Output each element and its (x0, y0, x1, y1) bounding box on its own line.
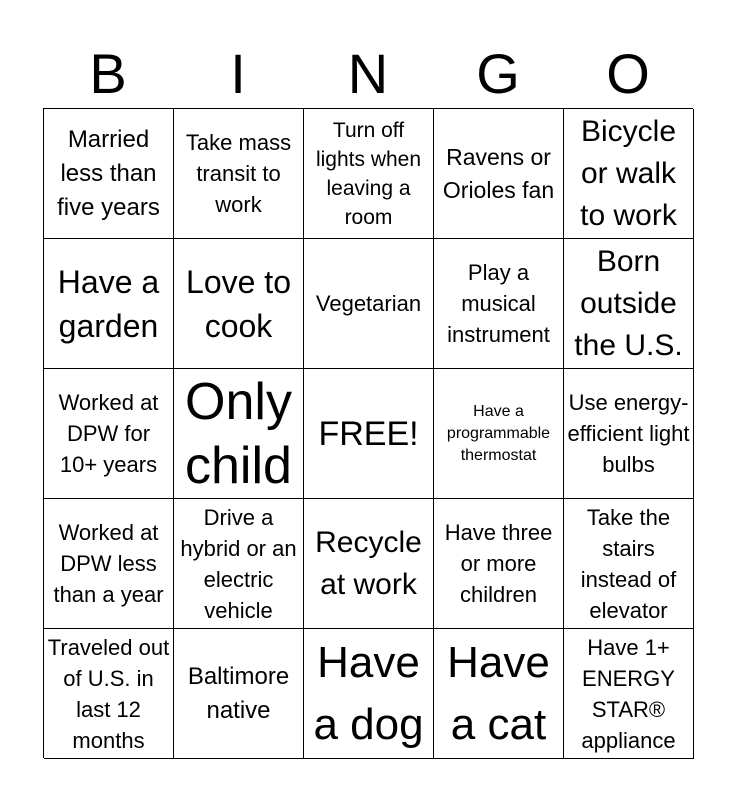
bingo-cell[interactable] (44, 239, 174, 369)
cell-text: Love to cook (186, 263, 291, 344)
bingo-cell[interactable] (174, 109, 304, 239)
bingo-cell[interactable] (174, 239, 304, 369)
bingo-cell[interactable] (434, 239, 564, 369)
header-letter-b: B (89, 42, 127, 105)
cell-text: Have a dog (313, 637, 424, 749)
cell-text: FREE! (318, 414, 419, 453)
cell-text: Take the stairs instead of elevator (580, 504, 677, 623)
cell-text: Born outside the U.S. (574, 244, 683, 362)
cell-text: Married less than five years (57, 125, 160, 221)
bingo-header (43, 40, 693, 108)
bingo-cell[interactable] (174, 369, 304, 499)
cell-text: Have a cat (447, 637, 550, 749)
bingo-cell[interactable] (564, 109, 694, 239)
cell-text: Use energy-efficient light bulbs (567, 390, 690, 477)
bingo-cell[interactable] (44, 499, 174, 629)
cell-text: Drive a hybrid or an electric vehicle (180, 504, 297, 623)
bingo-cell[interactable] (434, 109, 564, 239)
cell-text: Play a musical instrument (447, 260, 550, 347)
bingo-cell[interactable] (174, 629, 304, 759)
header-letter-o: O (606, 42, 650, 105)
cell-text: Have three or more children (444, 520, 553, 607)
bingo-cell[interactable] (44, 629, 174, 759)
cell-text: Bicycle or walk to work (580, 114, 677, 232)
bingo-cell[interactable] (564, 499, 694, 629)
cell-text: Vegetarian (315, 291, 422, 316)
cell-text: Have 1+ ENERGY STAR® appliance (581, 634, 676, 753)
bingo-cell[interactable] (564, 629, 694, 759)
cell-text: Worked at DPW less than a year (53, 520, 164, 607)
cell-text: Baltimore native (187, 662, 290, 724)
cell-text: Traveled out of U.S. in last 12 months (47, 634, 170, 753)
bingo-cell[interactable] (44, 109, 174, 239)
bingo-cell[interactable] (564, 239, 694, 369)
cell-text: Worked at DPW for 10+ years (58, 390, 159, 477)
bingo-cell[interactable] (304, 369, 434, 499)
cell-text: Have a garden (57, 263, 160, 344)
cell-text: Only child (185, 372, 292, 495)
header-letter-g: G (476, 42, 520, 105)
bingo-cell[interactable] (304, 239, 434, 369)
bingo-cell[interactable] (434, 369, 564, 499)
bingo-cell[interactable] (304, 629, 434, 759)
header-letter-i: I (230, 42, 246, 105)
header-letter-n: N (347, 42, 389, 105)
cell-text: Turn off lights when leaving a room (315, 118, 422, 229)
bingo-cell[interactable] (564, 369, 694, 499)
bingo-cell[interactable] (44, 369, 174, 499)
bingo-cell[interactable] (304, 499, 434, 629)
bingo-cell[interactable] (304, 109, 434, 239)
bingo-cell[interactable] (174, 499, 304, 629)
cell-text: Ravens or Orioles fan (442, 143, 555, 203)
bingo-board (43, 108, 693, 758)
cell-text: Take mass transit to work (185, 130, 292, 217)
bingo-cell[interactable] (434, 629, 564, 759)
cell-text: Recycle at work (315, 525, 422, 601)
cell-text: Have a programmable thermostat (446, 402, 551, 464)
bingo-cell[interactable] (434, 499, 564, 629)
